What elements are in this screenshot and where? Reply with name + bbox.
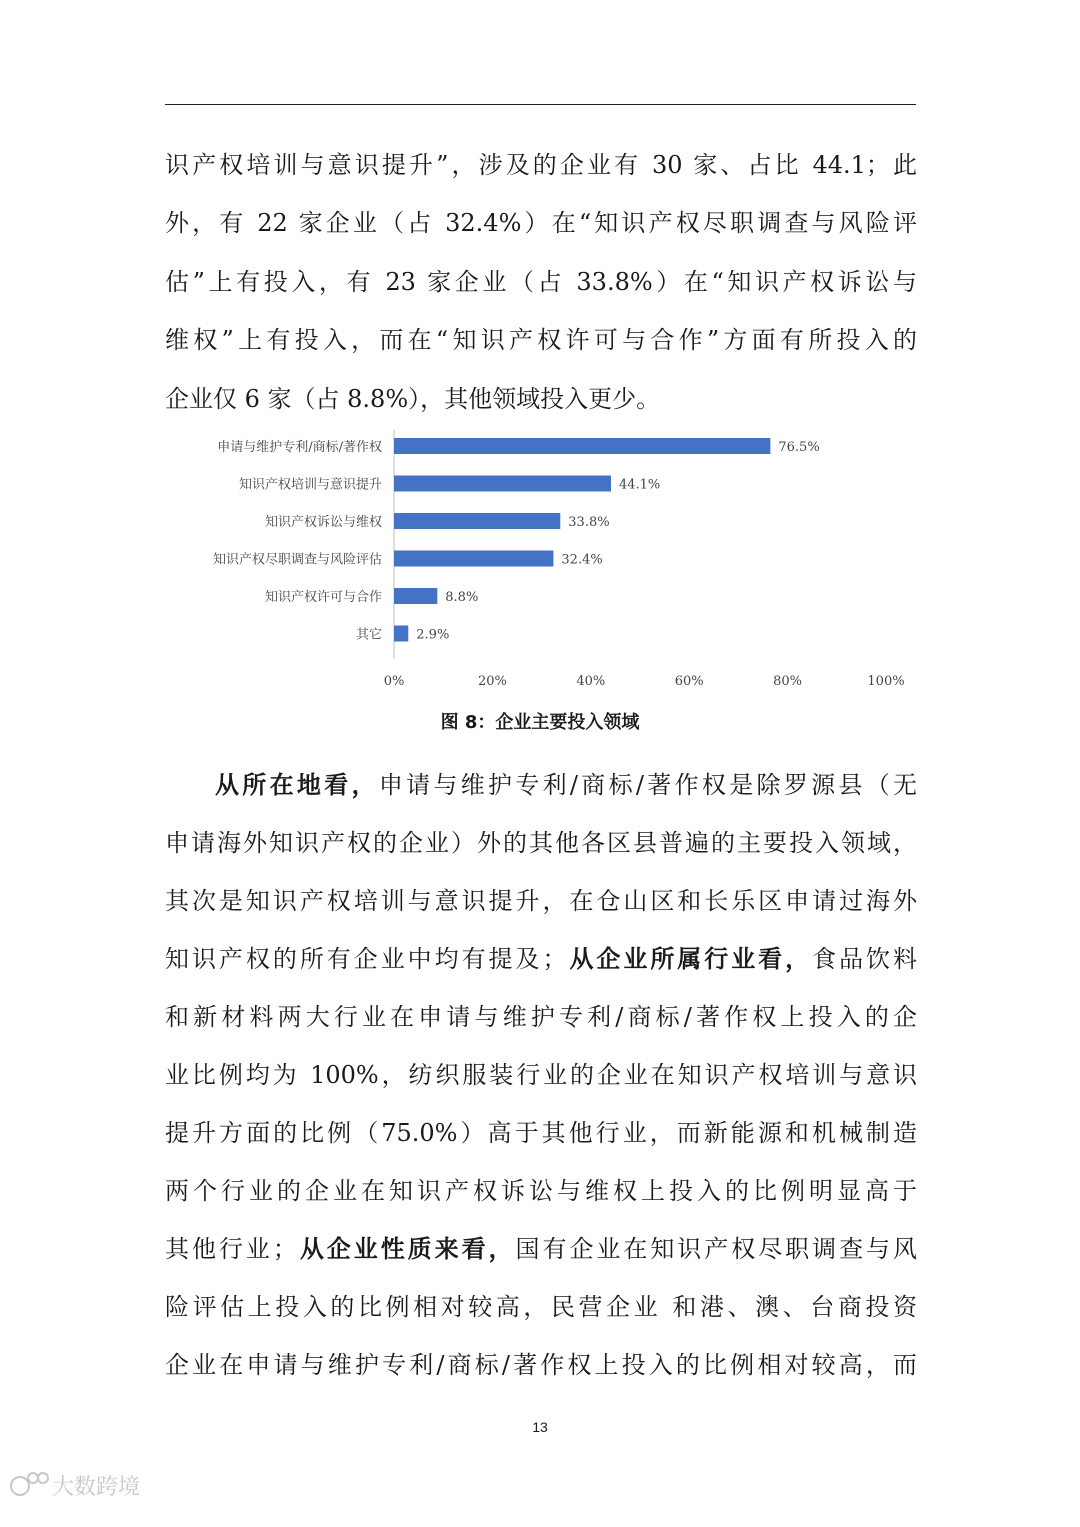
- text-line: [165, 944, 917, 974]
- data-label: 2.9%: [416, 627, 450, 643]
- text-line: [165, 1234, 917, 1264]
- header-rule: [165, 104, 916, 105]
- text-line: 企业仅 6 家（占 8.8%），其他领域投入更少。: [165, 385, 661, 413]
- bar-chart: [160, 430, 920, 700]
- text-line: 企业在申请与维护专利/商标/著作权上投入的比例相对较高，而: [165, 1351, 917, 1379]
- paragraph-2: [165, 770, 917, 1410]
- text-line: 识产权培训与意识提升”，涉及的企业有 30 家、占比 44.1；此: [165, 151, 917, 179]
- text-line: 业比例均为 100%，纺织服装行业的企业在知识产权培训与意识: [165, 1061, 917, 1089]
- x-tick-label: 60%: [674, 674, 704, 689]
- text-span: 其他行业；: [165, 1235, 297, 1263]
- category-label: 知识产权许可与合作: [264, 590, 382, 605]
- x-tick-label: 0%: [383, 674, 405, 689]
- data-label: 44.1%: [618, 477, 661, 493]
- data-label: 8.8%: [445, 590, 479, 605]
- category-label: 知识产权培训与意识提升: [238, 477, 382, 493]
- data-label: 33.8%: [568, 515, 610, 530]
- text-line: 维权”上有投入，而在“知识产权许可与合作”方面有所投入的: [165, 326, 917, 354]
- text-line: 和新材料两大行业在申请与维护专利/商标/著作权上投入的企: [165, 1003, 917, 1031]
- text-line: 估”上有投入，有 23 家企业（占 33.8%）在“知识产权诉讼与: [165, 268, 917, 296]
- x-tick-label: 80%: [773, 674, 803, 689]
- figure-caption: 图 8：企业主要投入领域: [440, 712, 640, 733]
- page-number: 13: [532, 1419, 548, 1435]
- text-line: 提升方面的比例（75.0%）高于其他行业，而新能源和机械制造: [165, 1119, 917, 1147]
- bar: [394, 588, 437, 604]
- watermark: [6, 1464, 156, 1504]
- text-span: 知识产权的所有企业中均有提及；: [165, 945, 567, 973]
- watermark-text: 大数跨境: [52, 1475, 141, 1500]
- bar: [394, 476, 611, 492]
- bar: [394, 438, 770, 454]
- category-label: 知识产权诉讼与维权: [264, 515, 382, 530]
- text-line: [215, 770, 917, 800]
- category-label: 知识产权尽职调查与风险评估: [212, 552, 382, 568]
- bar: [394, 551, 553, 567]
- text-line: 两个行业的企业在知识产权诉讼与维权上投入的比例明显高于: [165, 1177, 917, 1205]
- text-line: 其次是知识产权培训与意识提升，在仓山区和长乐区申请过海外: [165, 887, 917, 915]
- text-line: 申请海外知识产权的企业）外的其他各区县普遍的主要投入领域，: [165, 829, 917, 857]
- text-line: 险评估上投入的比例相对较高，民营企业 和港、澳、台商投资: [165, 1293, 917, 1321]
- text-span: 申请与维护专利/商标/著作权是除罗源县（无: [378, 771, 918, 799]
- x-tick-label: 100%: [867, 674, 905, 689]
- watermark-logo-icon: [6, 1464, 156, 1504]
- data-label: 32.4%: [561, 552, 603, 568]
- x-tick-label: 40%: [576, 674, 606, 689]
- bar: [394, 513, 560, 529]
- text-span: 国有企业在知识产权尽职调查与风: [515, 1235, 918, 1263]
- category-label: 申请与维护专利/商标/著作权: [217, 440, 382, 455]
- bar: [394, 626, 408, 642]
- paragraph-1: [165, 150, 917, 420]
- bold-lead: 从企业所属行业看，: [566, 945, 813, 973]
- data-label: 76.5%: [778, 440, 820, 455]
- bold-lead: 从所在地看，: [215, 771, 379, 799]
- text-span: 食品饮料: [812, 945, 918, 973]
- bold-lead: 从企业性质来看，: [296, 1235, 516, 1263]
- category-label: 其它: [355, 627, 382, 643]
- x-tick-label: 20%: [477, 674, 507, 689]
- text-line: 外，有 22 家企业（占 32.4%）在“知识产权尽职调查与风险评: [165, 209, 917, 237]
